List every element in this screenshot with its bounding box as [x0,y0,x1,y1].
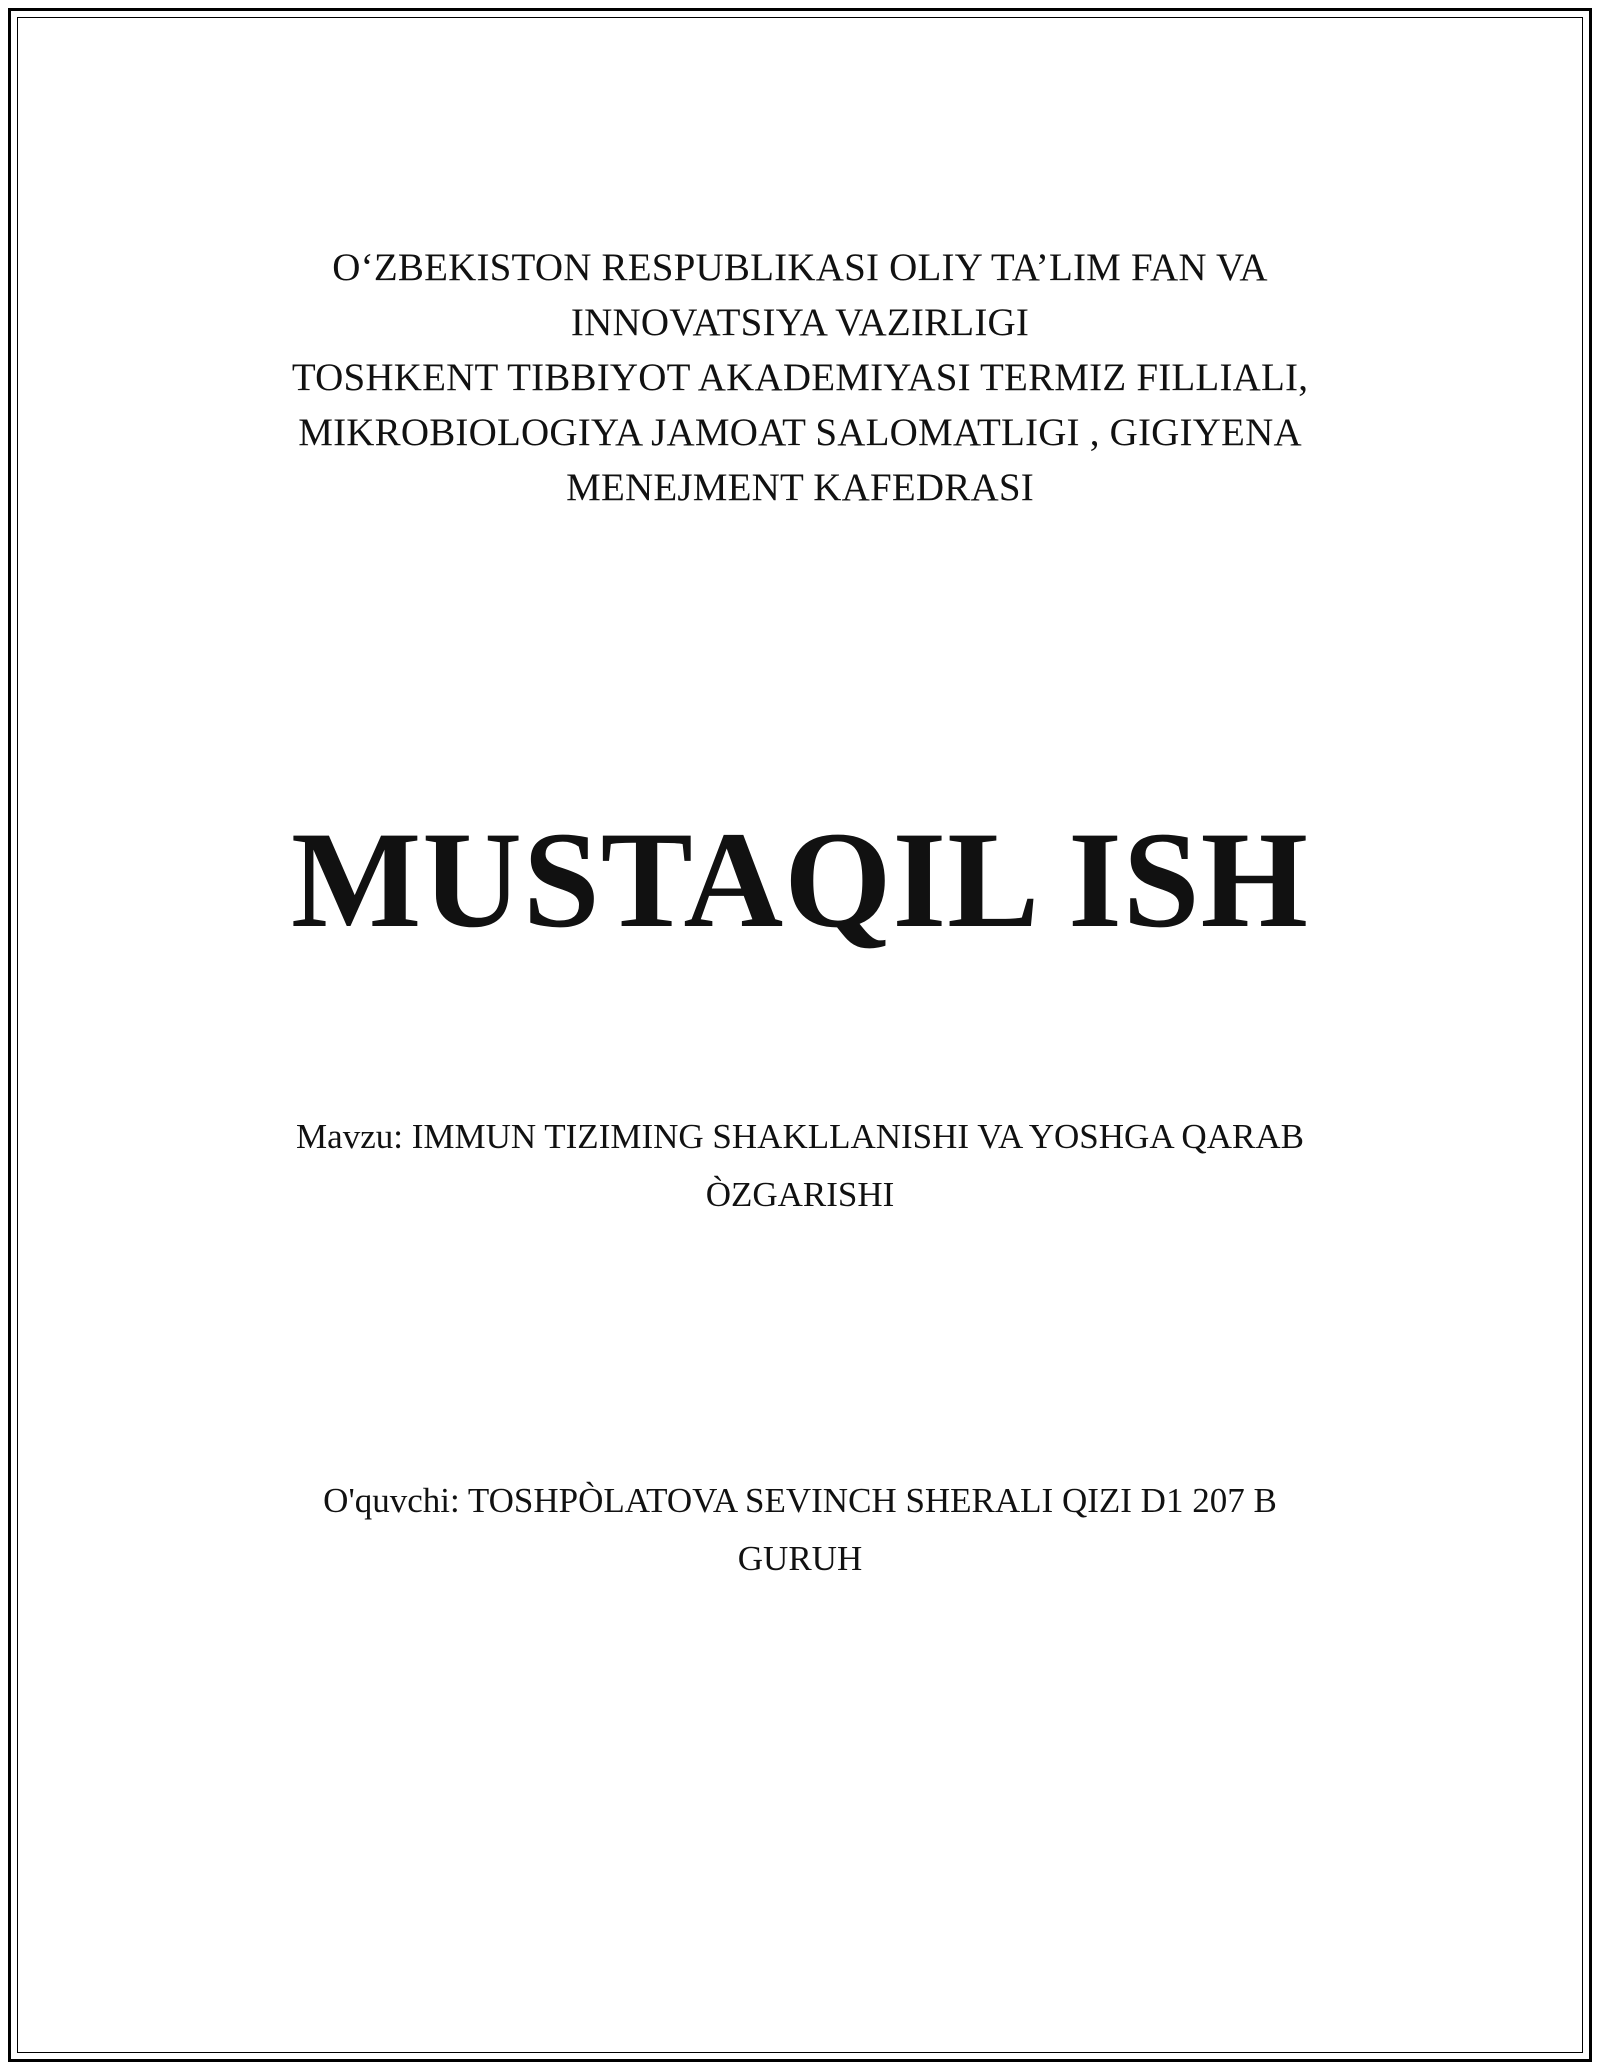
topic-line: Mavzu: IMMUN TIZIMING SHAKLLANISHI VA YOSHGA QARAB [296,1117,1304,1156]
student-line-cont: GURUH [737,1539,863,1578]
topic-block [0,1108,1600,1224]
document-title: MUSTAQIL ISH [291,803,1309,956]
header-line-ministry-cont: INNOVATSIYA VAZIRLIGI [570,301,1030,344]
header-line-academy: TOSHKENT TIBBIYOT AKADEMIYASI TERMIZ FILLIALI, [291,356,1309,399]
header-line-department: MIKROBIOLOGIYA JAMOAT SALOMATLIGI , GIGIYENA [298,411,1302,454]
institution-header [0,240,1600,515]
topic-line-cont: ÒZGARISHI [705,1175,895,1214]
header-line-ministry: O‘ZBEKISTON RESPUBLIKASI OLIY TA’LIM FAN VA [332,246,1268,289]
header-line-department-cont: MENEJMENT KAFEDRASI [566,466,1034,509]
student-line: O'quvchi: TOSHPÒLATOVA SEVINCH SHERALI QIZI D1 207 B [323,1481,1277,1520]
student-block [0,1472,1600,1588]
